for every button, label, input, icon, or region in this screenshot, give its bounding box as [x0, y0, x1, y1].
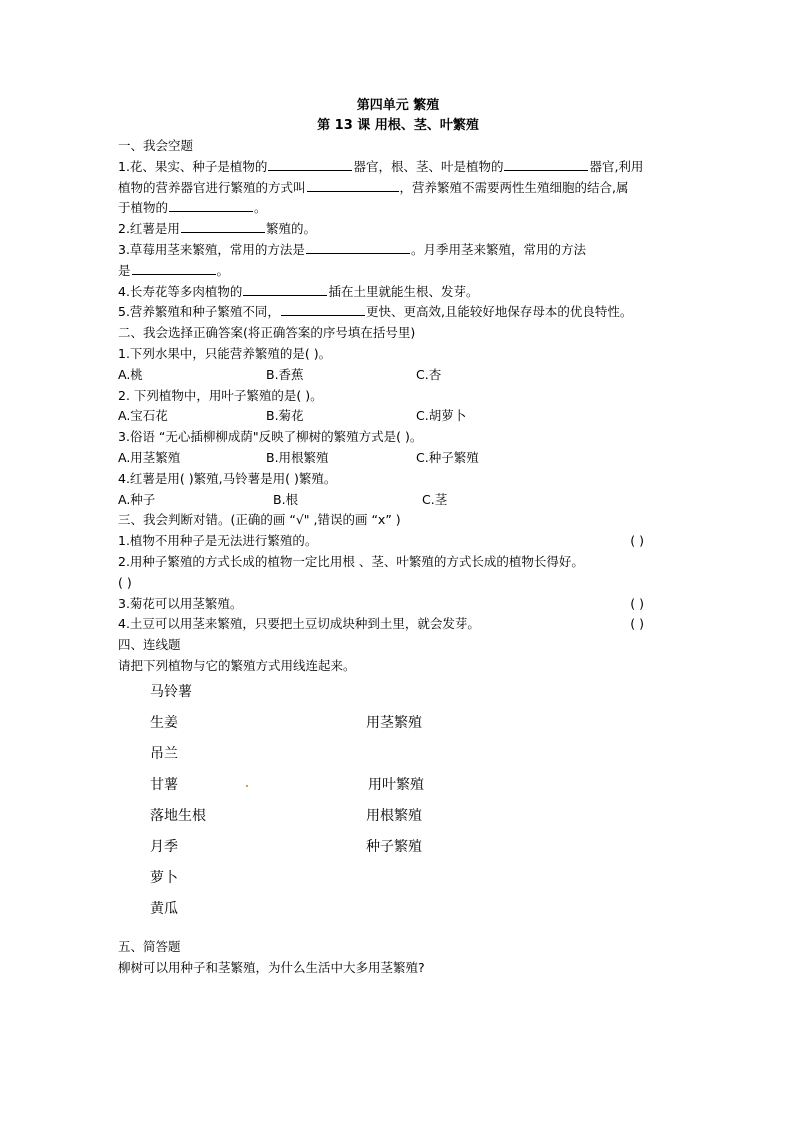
- method-item[interactable]: 用叶繁殖: [368, 776, 424, 793]
- option-b[interactable]: B.菊花: [266, 408, 304, 424]
- s1-q1-line2: 植物的营养器官进行繁殖的方式叫 ，营养繁殖不需要两性生殖细胞的结合,属: [118, 179, 629, 195]
- s3-q1: 1.植物不用种子是无法进行繁殖的。 ( ): [118, 531, 678, 552]
- s1-q2: 2.红薯是用 繁殖的。: [118, 221, 316, 237]
- plant-item[interactable]: 马铃薯: [150, 683, 192, 700]
- section3-heading: 三、我会判断对错。(正确的画 “√" ,错误的画 “x” ): [118, 512, 401, 528]
- plant-item[interactable]: 生姜: [150, 714, 178, 731]
- plant-item[interactable]: 吊兰: [150, 745, 178, 762]
- option-c[interactable]: C.杏: [416, 366, 442, 382]
- s3-q3: 3.菊花可以用茎繁殖。 ( ): [118, 594, 678, 615]
- fill-blank[interactable]: [307, 178, 399, 192]
- fill-blank[interactable]: [306, 240, 410, 254]
- stray-mark: [246, 785, 248, 787]
- option-c[interactable]: C.种子繁殖: [416, 449, 479, 465]
- s2-q2: 2. 下列植物中，用叶子繁殖的是( )。: [118, 387, 323, 403]
- unit-title: 第四单元 繁殖: [356, 98, 440, 113]
- s1-q4: 4.长寿花等多肉植物的 插在土里就能生根、发芽。: [118, 283, 479, 299]
- s1-q1-line1: 1.花、果实、种子是植物的 器官，根、茎、叶是植物的 器官,利用: [118, 158, 644, 174]
- fill-blank[interactable]: [281, 302, 365, 316]
- s2-q2-options: [118, 406, 678, 427]
- s4-instruction: 请把下列植物与它的繁殖方式用线连起来。: [118, 657, 356, 673]
- s1-q3-line1: 3.草莓用茎来繁殖，常用的方法是 。月季用茎来繁殖，常用的方法: [118, 241, 586, 257]
- plant-item[interactable]: 月季: [150, 838, 178, 855]
- method-item[interactable]: 种子繁殖: [366, 838, 422, 855]
- s2-q3-options: [118, 448, 678, 469]
- s2-q4-options: [118, 490, 678, 511]
- plant-item[interactable]: 甘薯: [150, 776, 178, 793]
- s1-q3-line2: 是 。: [118, 262, 230, 278]
- option-c[interactable]: C.胡萝卜: [416, 408, 467, 424]
- plant-item[interactable]: 黄瓜: [150, 900, 178, 917]
- option-b[interactable]: B.用根繁殖: [266, 449, 329, 465]
- option-a[interactable]: A.宝石花: [118, 408, 168, 424]
- s1-q5: 5.营养繁殖和种子繁殖不同， 更快、更高效,且能较好地保存母本的优良特性。: [118, 304, 633, 320]
- method-item[interactable]: 用茎繁殖: [366, 714, 422, 731]
- option-a[interactable]: A.用茎繁殖: [118, 449, 181, 465]
- fill-blank[interactable]: [181, 219, 265, 233]
- worksheet: [118, 96, 678, 978]
- option-b[interactable]: B.根: [273, 491, 299, 507]
- fill-blank[interactable]: [504, 157, 588, 171]
- matching-area: [118, 681, 678, 929]
- option-c[interactable]: C.茎: [422, 491, 448, 507]
- option-a[interactable]: A.桃: [118, 366, 143, 382]
- section4-heading: 四、连线题: [118, 637, 181, 653]
- answer-paren[interactable]: ( ): [630, 595, 644, 611]
- option-b[interactable]: B.香蕉: [266, 366, 304, 382]
- plant-item[interactable]: 萝卜: [150, 869, 178, 886]
- plant-item[interactable]: 落地生根: [150, 807, 206, 824]
- fill-blank[interactable]: [169, 198, 253, 212]
- fill-blank[interactable]: [268, 157, 352, 171]
- section1-heading: 一、我会空题: [118, 138, 194, 153]
- s3-q4: 4.土豆可以用茎来繁殖，只要把土豆切成块种到土里，就会发芽。 ( ): [118, 614, 678, 635]
- s2-q1: 1.下列水果中，只能营养繁殖的是( )。: [118, 345, 332, 361]
- fill-blank[interactable]: [243, 282, 327, 296]
- s3-q2-paren: [118, 573, 678, 594]
- answer-paren[interactable]: ( ): [630, 533, 644, 549]
- s2-q1-options: [118, 365, 678, 386]
- method-item[interactable]: 用根繁殖: [366, 807, 422, 824]
- section5-heading: 五、简答题: [118, 938, 181, 954]
- answer-paren[interactable]: ( ): [630, 616, 644, 632]
- option-a[interactable]: A.种子: [118, 491, 156, 507]
- s1-q1-line3: 于植物的 。: [118, 200, 267, 216]
- s5-question: 柳树可以用种子和茎繁殖，为什么生活中大多用茎繁殖?: [118, 959, 425, 975]
- lesson-title: 第 13 课 用根、茎、叶繁殖: [317, 118, 479, 133]
- answer-paren[interactable]: ( ): [118, 574, 132, 590]
- s2-q3: 3.俗语 “无心插柳柳成荫"反映了柳树的繁殖方式是( )。: [118, 429, 423, 445]
- section2-heading: 二、我会选择正确答案(将正确答案的序号填在括号里): [118, 325, 416, 341]
- fill-blank[interactable]: [132, 261, 216, 275]
- s2-q4: 4.红薯是用( )繁殖,马铃薯是用( )繁殖。: [118, 470, 337, 486]
- s3-q2: 2.用种子繁殖的方式长成的植物一定比用根 、茎、叶繁殖的方式长成的植物长得好。: [118, 553, 584, 569]
